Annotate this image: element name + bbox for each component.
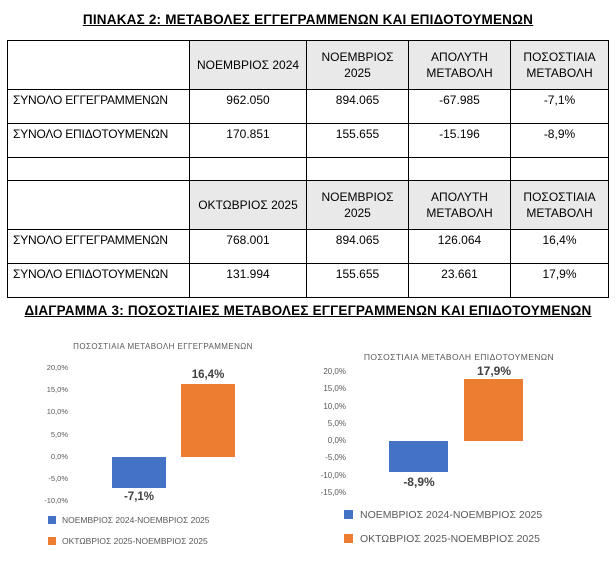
row-label: ΣΥΝΟΛΟ ΕΓΓΕΓΡΑΜΜΕΝΩΝ <box>8 90 190 124</box>
bar-value-label: -8,9% <box>403 475 435 489</box>
data-cell: -15.196 <box>409 124 511 158</box>
y-axis-tick-label: 0,0% <box>50 452 68 461</box>
chart-percent-change-registered <box>20 336 306 560</box>
table-row-subsidized-2 <box>8 264 609 298</box>
header-cell-oct2025: ΟΚΤΩΒΡΙΟΣ 2025 <box>190 181 307 230</box>
row-label: ΣΥΝΟΛΟ ΕΓΓΕΓΡΑΜΜΕΝΩΝ <box>8 230 190 264</box>
legend-swatch-icon <box>344 534 353 543</box>
bar-value-label: 17,9% <box>476 364 512 378</box>
y-axis-tick-label: -5,0% <box>325 453 346 462</box>
y-axis-tick-label: 5,0% <box>50 430 68 439</box>
bar-value-label: -7,1% <box>123 491 155 503</box>
legend-label: ΟΚΤΩΒΡΙΟΣ 2025-ΝΟΕΜΒΡΙΟΣ 2025 <box>62 535 208 546</box>
data-cell: 170.851 <box>190 124 307 158</box>
y-axis-tick-label: 10,0% <box>46 407 68 416</box>
y-axis-tick-label: 20,0% <box>46 363 68 372</box>
header-cell-percent-change: ΠΟΣΟΣΤΙΑΙΑ ΜΕΤΑΒΟΛΗ <box>511 41 609 90</box>
data-cell: 23.661 <box>409 264 511 298</box>
y-axis-tick-label: -10,0% <box>320 471 346 480</box>
data-cell: 894.065 <box>307 230 409 264</box>
header-cell-absolute-change: ΑΠΟΛΥΤΗ ΜΕΤΑΒΟΛΗ <box>409 41 511 90</box>
data-cell: 962.050 <box>190 90 307 124</box>
legend-swatch-icon <box>48 516 56 524</box>
chart-title: ΠΟΣΟΣΤΙΑΙΑ ΜΕΤΑΒΟΛΗ ΕΠΙΔΟΤΟΥΜΕΝΩΝ <box>363 352 555 362</box>
y-axis-tick-label: -15,0% <box>320 488 346 497</box>
bar-blue <box>112 457 166 488</box>
data-cell: -67.985 <box>409 90 511 124</box>
header-cell-percent-change: ΠΟΣΟΣΤΙΑΙΑ ΜΕΤΑΒΟΛΗ <box>511 181 609 230</box>
y-axis-tick-label: -5,0% <box>48 474 68 483</box>
y-axis-tick-label: -10,0% <box>44 496 68 505</box>
legend-label: ΟΚΤΩΒΡΙΟΣ 2025-ΝΟΕΜΒΡΙΟΣ 2025 <box>360 532 540 545</box>
data-cell: -8,9% <box>511 124 609 158</box>
data-cell: -7,1% <box>511 90 609 124</box>
y-axis-tick-label: 20,0% <box>323 367 346 376</box>
y-axis-tick-label: 15,0% <box>323 384 346 393</box>
table-row-subsidized-1 <box>8 124 609 158</box>
legend-item <box>344 507 542 522</box>
table-title: ΠΙΝΑΚΑΣ 2: ΜΕΤΑΒΟΛΕΣ ΕΓΓΕΓΡΑΜΜΕΝΩΝ ΚΑΙ ΕΠΙΔΟΤΟΥΜΕΝΩΝ <box>82 12 534 27</box>
legend-label: ΝΟΕΜΒΡΙΟΣ 2024-ΝΟΕΜΒΡΙΟΣ 2025 <box>62 514 210 525</box>
y-axis-tick-label: 0,0% <box>327 436 346 445</box>
table-header-row-2 <box>8 181 609 230</box>
y-axis-tick-label: 5,0% <box>327 419 346 428</box>
changes-table <box>7 40 609 298</box>
table-row-registered-2 <box>8 230 609 264</box>
bar-orange <box>181 384 235 457</box>
legend-swatch-icon <box>48 537 56 545</box>
row-label: ΣΥΝΟΛΟ ΕΠΙΔΟΤΟΥΜΕΝΩΝ <box>8 264 190 298</box>
table-header-row-1 <box>8 41 609 90</box>
data-cell: 155.655 <box>307 124 409 158</box>
data-cell: 155.655 <box>307 264 409 298</box>
chart-percent-change-subsidized <box>308 344 610 556</box>
header-cell-absolute-change: ΑΠΟΛΥΤΗ ΜΕΤΑΒΟΛΗ <box>409 181 511 230</box>
legend-swatch-icon <box>344 510 353 519</box>
header-cell-nov2025: ΝΟΕΜΒΡΙΟΣ 2025 <box>307 181 409 230</box>
chart-legend <box>48 513 210 555</box>
header-blank-cell <box>8 41 190 90</box>
diagram-title: ΔΙΑΓΡΑΜΜΑ 3: ΠΟΣΟΣΤΙΑΙΕΣ ΜΕΤΑΒΟΛΕΣ ΕΓΓΕΓΡΑΜΜΕΝΩΝ ΚΑΙ ΕΠΙΔΟΤΟΥΜΕΝΩΝ <box>24 303 592 318</box>
data-cell: 16,4% <box>511 230 609 264</box>
plot-area <box>75 368 301 501</box>
header-cell-nov2024: ΝΟΕΜΒΡΙΟΣ 2024 <box>190 41 307 90</box>
data-cell: 894.065 <box>307 90 409 124</box>
row-label: ΣΥΝΟΛΟ ΕΠΙΔΟΤΟΥΜΕΝΩΝ <box>8 124 190 158</box>
data-cell: 131.994 <box>190 264 307 298</box>
legend-item <box>344 531 542 546</box>
chart-legend <box>344 507 542 555</box>
bar-blue <box>389 441 448 472</box>
bar-value-label: 16,4% <box>191 369 225 381</box>
plot-area <box>353 364 605 493</box>
empty-spacer-row <box>8 158 609 181</box>
chart-title: ΠΟΣΟΣΤΙΑΙΑ ΜΕΤΑΒΟΛΗ ΕΓΓΕΓΡΑΜΜΕΝΩΝ <box>73 342 253 351</box>
data-cell: 768.001 <box>190 230 307 264</box>
y-axis-tick-label: 15,0% <box>46 385 68 394</box>
data-cell: 17,9% <box>511 264 609 298</box>
y-axis-tick-label: 10,0% <box>323 402 346 411</box>
header-cell-nov2025: ΝΟΕΜΒΡΙΟΣ 2025 <box>307 41 409 90</box>
legend-label: ΝΟΕΜΒΡΙΟΣ 2024-ΝΟΕΜΒΡΙΟΣ 2025 <box>360 508 543 521</box>
data-cell: 126.064 <box>409 230 511 264</box>
table-row-registered-1 <box>8 90 609 124</box>
legend-item <box>48 513 210 526</box>
header-blank-cell <box>8 181 190 230</box>
bar-orange <box>464 379 523 441</box>
legend-item <box>48 534 210 547</box>
